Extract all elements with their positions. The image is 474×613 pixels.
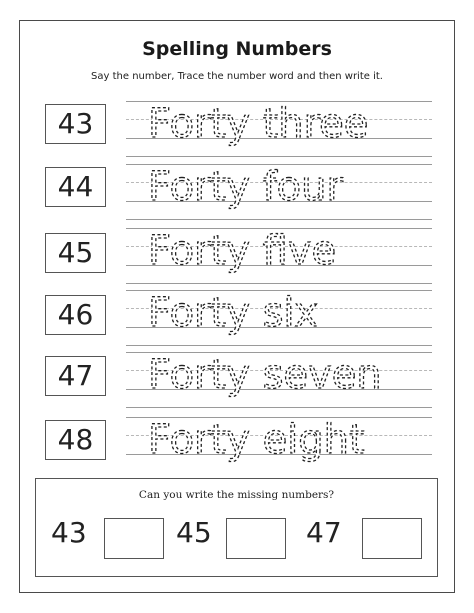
traceable-number-word[interactable] — [148, 346, 408, 396]
trace-text: Forty three — [148, 101, 369, 147]
shown-number: 45 — [176, 516, 212, 549]
traceable-number-word[interactable] — [148, 411, 408, 461]
tracing-guides — [126, 101, 432, 157]
tracing-guides — [126, 228, 432, 284]
missing-numbers-section — [35, 478, 438, 577]
traceable-number-word[interactable] — [148, 158, 408, 208]
answer-blank-box[interactable] — [104, 518, 164, 559]
traceable-number-word[interactable] — [148, 95, 408, 145]
tracing-guides — [126, 417, 432, 473]
number-box: 48 — [45, 420, 106, 460]
number-box: 45 — [45, 233, 106, 273]
page-title: Spelling Numbers — [142, 38, 332, 60]
number-box: 43 — [45, 104, 106, 144]
tracing-guides — [126, 290, 432, 346]
tracing-guides — [126, 164, 432, 220]
missing-numbers-question: Can you write the missing numbers? — [138, 489, 335, 501]
traceable-number-word[interactable] — [148, 222, 408, 272]
answer-blank-box[interactable] — [362, 518, 422, 559]
shown-number: 43 — [51, 516, 87, 549]
number-box: 47 — [45, 356, 106, 396]
trace-text: Forty eight — [148, 417, 365, 463]
answer-blank-box[interactable] — [226, 518, 286, 559]
shown-number: 47 — [306, 516, 342, 549]
instructions: Say the number, Trace the number word and then write it. — [91, 71, 383, 82]
trace-text: Forty seven — [148, 352, 382, 398]
tracing-guides — [126, 352, 432, 408]
number-box: 46 — [45, 295, 106, 335]
trace-text: Forty five — [148, 228, 337, 274]
number-box: 44 — [45, 167, 106, 207]
trace-text: Forty four — [148, 164, 343, 210]
trace-text: Forty six — [148, 290, 319, 336]
traceable-number-word[interactable] — [148, 284, 408, 334]
